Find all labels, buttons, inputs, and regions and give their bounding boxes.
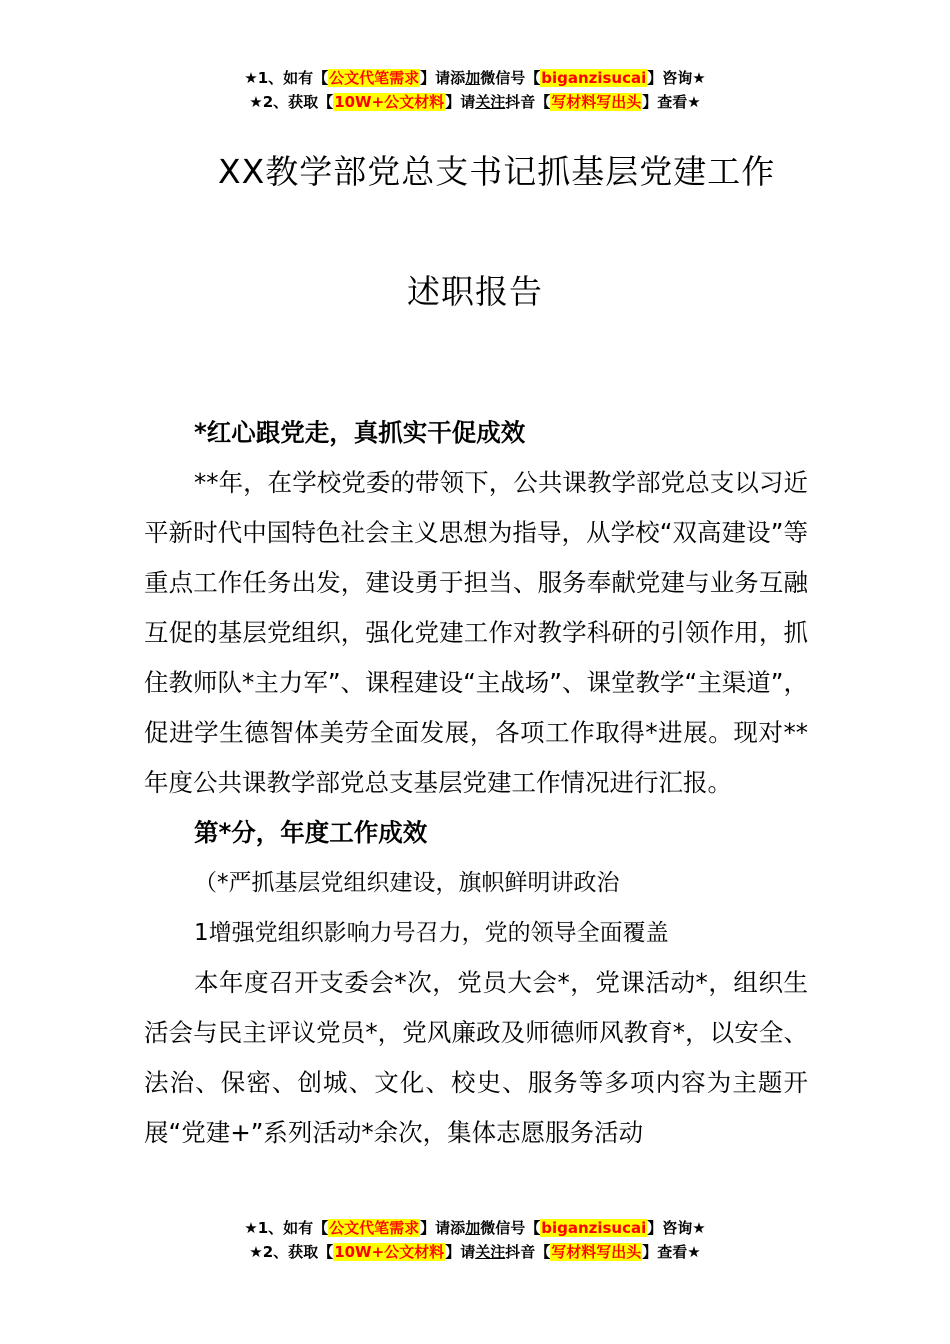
banner-underlined-text: 关注 xyxy=(475,93,506,111)
banner-highlight: 公文代笔需求 xyxy=(329,69,420,87)
banner-highlight: biganzisucai xyxy=(541,69,647,87)
banner-text: ★2、获取【 xyxy=(249,1243,334,1261)
banner-text: 微信号【 xyxy=(480,69,541,87)
banner-line-1 xyxy=(0,1216,950,1240)
banner-text: ★1、如有【 xyxy=(244,1219,329,1237)
body-paragraph: **年，在学校党委的带领下，公共课教学部党总支以习近平新时代中国特色社会主义思想为指导，从学校“双高建设”等重点工作任务出发，建设勇于担当、服务奉献党建与业务互融互促的基层党组织，强化党建工作对教学科研的引领作用，抓住教师队*主力军”、课程建设“主战场”、课堂教学“主渠道”，促进学生德智体美劳全面发展，各项工作取得*进展。现对**年度公共课教学部党总支基层党建工作情况进行汇报。 xyxy=(144,468,808,797)
banner-line-2 xyxy=(0,1240,950,1264)
section-heading: *红心跟党走，真抓实干促成效 xyxy=(194,418,526,447)
section-heading: 第*分，年度工作成效 xyxy=(194,818,428,847)
banner-underlined-text: 加 xyxy=(465,69,481,87)
banner-line-1 xyxy=(0,66,950,90)
banner-highlight: 公文代笔需求 xyxy=(329,1219,420,1237)
subsection-heading: （*严抓基层党组织建设，旗帜鲜明讲政治 xyxy=(194,870,620,896)
banner-text: 】查看★ xyxy=(642,1243,701,1261)
banner-text: 抖音【 xyxy=(505,93,551,111)
banner-text: 】请 xyxy=(445,93,476,111)
banner-text: ★2、获取【 xyxy=(249,93,334,111)
banner-highlight: 10W+公文材料 xyxy=(334,93,445,111)
document-body xyxy=(144,408,808,1158)
banner-text: 】查看★ xyxy=(642,93,701,111)
banner-text: 】请 xyxy=(445,1243,476,1261)
banner-highlight: 写材料写出头 xyxy=(551,1243,642,1261)
banner-underlined-text: 关注 xyxy=(475,1243,506,1261)
document-title-line-1: XX教学部党总支书记抓基层党建工作 xyxy=(218,152,776,191)
banner-text: 】请添 xyxy=(420,1219,466,1237)
footer-banner xyxy=(0,1216,950,1264)
banner-text: 微信号【 xyxy=(480,1219,541,1237)
banner-text: 】咨询★ xyxy=(647,1219,706,1237)
banner-text: ★1、如有【 xyxy=(244,69,329,87)
banner-highlight: 10W+公文材料 xyxy=(334,1243,445,1261)
subsection-heading: 1增强党组织影响力号召力，党的领导全面覆盖 xyxy=(194,920,669,946)
banner-highlight: biganzisucai xyxy=(541,1219,647,1237)
body-paragraph: 本年度召开支委会*次，党员大会*，党课活动*，组织生活会与民主评议党员*，党风廉政及师德师风教育*，以安全、法治、保密、创城、文化、校史、服务等多项内容为主题开展“党建+”系列活动*余次，集体志愿服务活动 xyxy=(144,968,808,1147)
banner-highlight: 写材料写出头 xyxy=(551,93,642,111)
banner-text: 】咨询★ xyxy=(647,69,706,87)
banner-underlined-text: 加 xyxy=(465,1219,481,1237)
banner-text: 抖音【 xyxy=(505,1243,551,1261)
banner-line-2 xyxy=(0,90,950,114)
header-banner xyxy=(0,66,950,114)
banner-text: 】请添 xyxy=(420,69,466,87)
document-title-line-2: 述职报告 xyxy=(407,272,543,311)
